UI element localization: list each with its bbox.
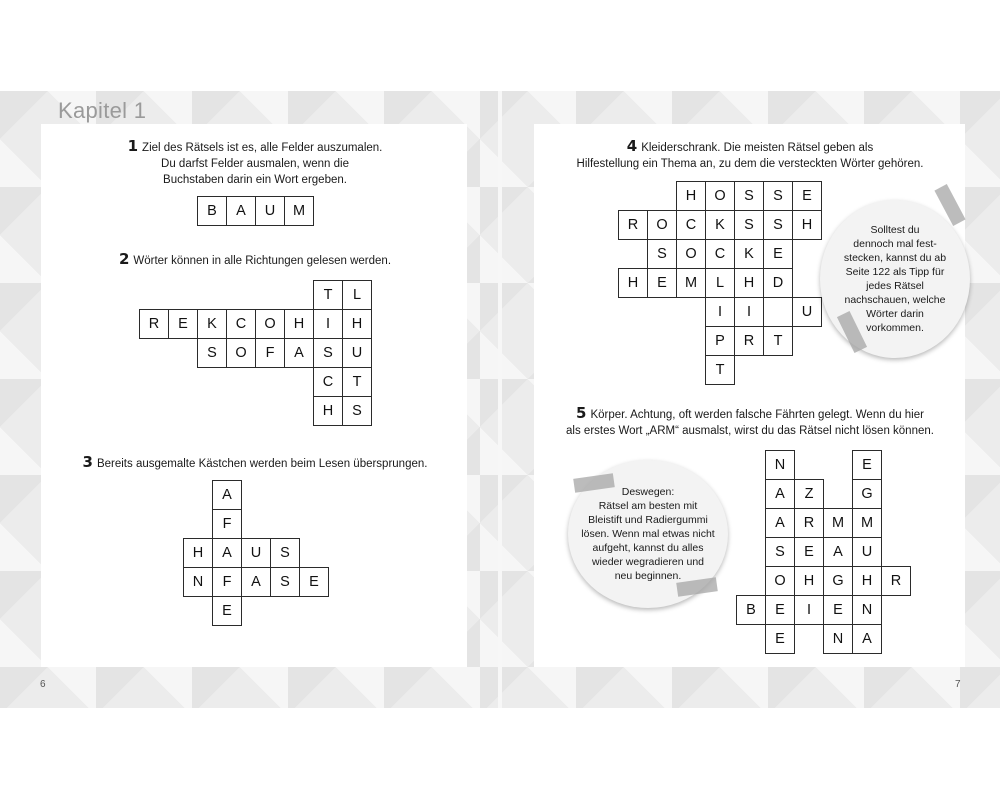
empty-space [168, 338, 197, 367]
empty-space [197, 367, 226, 396]
puzzle-5-cell[interactable]: E [852, 450, 882, 480]
puzzle-4-number: 4 [626, 137, 638, 155]
empty-space [226, 367, 255, 396]
puzzle-4-cell[interactable]: U [792, 297, 822, 327]
advice-note-line-4: lösen. Wenn mal etwas nicht [581, 528, 715, 540]
puzzle-3-cell[interactable]: F [212, 509, 242, 539]
puzzle-2-cell[interactable]: S [197, 338, 227, 368]
empty-space [284, 396, 313, 425]
puzzle-5-grid [736, 450, 910, 653]
empty-space [647, 355, 676, 384]
puzzle-4-cell[interactable]: S [734, 210, 764, 240]
advice-note-line-3: Bleistift und Radiergummi [588, 514, 708, 526]
puzzle-2-cell[interactable]: H [342, 309, 372, 339]
advice-note-line-6: wieder wegradieren und [591, 556, 705, 568]
puzzle-2-cell[interactable]: F [255, 338, 285, 368]
puzzle-4-cell[interactable]: S [763, 210, 793, 240]
puzzle-5-cell[interactable]: H [852, 566, 882, 596]
empty-space [241, 480, 270, 509]
puzzle-4-cell[interactable]: I [705, 297, 735, 327]
empty-space [255, 396, 284, 425]
empty-space [676, 297, 705, 326]
puzzle-4-line-2: Hilfestellung ein Thema an, zu dem die versteckten Wörter gehören. [576, 158, 924, 170]
puzzle-5-cell[interactable]: U [852, 537, 882, 567]
puzzle-5-cell[interactable]: G [852, 479, 882, 509]
puzzle-4-grid [618, 181, 821, 384]
empty-space [881, 508, 910, 537]
empty-space [270, 596, 299, 625]
empty-space [183, 509, 212, 538]
puzzle-2-cell[interactable]: H [284, 309, 314, 339]
puzzle-1-cell[interactable]: M [284, 196, 314, 226]
book-gutter [498, 91, 502, 708]
puzzle-5-cell[interactable]: E [765, 624, 795, 654]
empty-space [226, 280, 255, 309]
puzzle-4-cell[interactable]: O [705, 181, 735, 211]
puzzle-1-line-1: Ziel des Rätsels ist es, alle Felder auszumalen. [142, 142, 383, 154]
puzzle-5-number: 5 [576, 404, 587, 422]
empty-space [736, 624, 765, 653]
puzzle-2-cell[interactable]: L [342, 280, 372, 310]
empty-space [168, 280, 197, 309]
puzzle-5-cell[interactable]: N [765, 450, 795, 480]
empty-space [792, 239, 821, 268]
puzzle-2-cell[interactable]: O [226, 338, 256, 368]
puzzle-5-cell[interactable]: E [765, 595, 795, 625]
puzzle-5-cell[interactable]: H [794, 566, 824, 596]
puzzle-4-cell[interactable]: T [763, 326, 793, 356]
puzzle-4-cell[interactable]: E [792, 181, 822, 211]
empty-space [270, 480, 299, 509]
empty-space [676, 326, 705, 355]
puzzle-5-line-1: Körper. Achtung, oft werden falsche Fährten gelegt. Wenn du hier [590, 409, 924, 421]
puzzle-4-cell[interactable]: O [647, 210, 677, 240]
empty-space [299, 538, 328, 567]
puzzle-3-cell[interactable]: N [183, 567, 213, 597]
puzzle-4-line-1: Kleiderschrank. Die meisten Rätsel geben als [641, 142, 874, 154]
puzzle-5-cell[interactable]: Z [794, 479, 824, 509]
puzzle-4-cell[interactable]: L [705, 268, 735, 298]
empty-space [881, 479, 910, 508]
puzzle-4-cell[interactable]: K [734, 239, 764, 269]
puzzle-1-cell[interactable]: A [226, 196, 256, 226]
puzzle-5-cell[interactable]: S [765, 537, 795, 567]
puzzle-1-grid [197, 196, 313, 225]
empty-space [183, 480, 212, 509]
puzzle-4-cell[interactable]: P [705, 326, 735, 356]
puzzle-5-cell[interactable]: R [794, 508, 824, 538]
empty-space [168, 396, 197, 425]
empty-space [139, 280, 168, 309]
hint-note-line-6: nachschauen, welche [844, 294, 946, 306]
puzzle-2-cell[interactable]: C [313, 367, 343, 397]
empty-space [881, 624, 910, 653]
puzzle-4-cell[interactable]: S [734, 181, 764, 211]
puzzle-4-cell[interactable]: T [705, 355, 735, 385]
puzzle-1-number: 1 [127, 137, 139, 155]
empty-space [881, 537, 910, 566]
puzzle-5-cell[interactable]: R [881, 566, 911, 596]
puzzle-3-number: 3 [82, 453, 93, 471]
puzzle-2-cell[interactable]: E [168, 309, 198, 339]
puzzle-2-cell[interactable]: A [284, 338, 314, 368]
puzzle-3-cell[interactable]: A [241, 567, 271, 597]
puzzle-3-cell[interactable]: U [241, 538, 271, 568]
puzzle-2-cell[interactable]: T [313, 280, 343, 310]
puzzle-4-cell[interactable]: R [618, 210, 648, 240]
empty-space [618, 326, 647, 355]
puzzle-2-instructions [60, 251, 450, 269]
puzzle-2-cell[interactable]: H [313, 396, 343, 426]
puzzle-2-cell[interactable]: O [255, 309, 285, 339]
empty-space [647, 181, 676, 210]
empty-space [763, 355, 792, 384]
puzzle-4-cell[interactable]: I [734, 297, 764, 327]
puzzle-5-cell[interactable]: E [823, 595, 853, 625]
puzzle-4-cell[interactable]: O [676, 239, 706, 269]
empty-space [676, 355, 705, 384]
puzzle-2-cell[interactable]: U [342, 338, 372, 368]
empty-space [736, 479, 765, 508]
puzzle-2-cell[interactable]: K [197, 309, 227, 339]
empty-space [736, 566, 765, 595]
empty-space [823, 450, 852, 479]
empty-space [241, 596, 270, 625]
empty-space [255, 367, 284, 396]
empty-space [618, 297, 647, 326]
puzzle-4-cell[interactable]: E [763, 239, 793, 269]
empty-space [197, 396, 226, 425]
puzzle-4-cell[interactable]: M [676, 268, 706, 298]
puzzle-5-cell[interactable]: A [765, 479, 795, 509]
advice-note-line-1: Deswegen: [621, 486, 675, 498]
empty-space [299, 596, 328, 625]
hint-note-line-7: Wörter darin [866, 308, 924, 320]
empty-space [618, 239, 647, 268]
page-number-right: 7 [955, 679, 961, 690]
hint-note-line-5: jedes Rätsel [866, 280, 924, 292]
hint-note-line-4: Seite 122 als Tipp für [845, 266, 945, 278]
puzzle-1-cell[interactable]: U [255, 196, 285, 226]
puzzle-3-instructions [60, 454, 450, 472]
empty-space [270, 509, 299, 538]
puzzle-1-line-3: Buchstaben darin ein Wort ergeben. [163, 174, 347, 186]
empty-space [792, 355, 821, 384]
puzzle-5-cell[interactable]: O [765, 566, 795, 596]
puzzle-5-cell[interactable]: G [823, 566, 853, 596]
puzzle-4-cell[interactable]: R [734, 326, 764, 356]
puzzle-2-grid [139, 280, 371, 425]
empty-space [139, 367, 168, 396]
empty-space [794, 450, 823, 479]
puzzle-5-cell[interactable]: N [852, 595, 882, 625]
puzzle-4-cell[interactable]: S [647, 239, 677, 269]
puzzle-5-cell[interactable]: M [852, 508, 882, 538]
empty-space [734, 355, 763, 384]
puzzle-3-line-1: Bereits ausgemalte Kästchen werden beim Lesen übersprungen. [96, 458, 428, 470]
empty-space [881, 450, 910, 479]
empty-space [618, 181, 647, 210]
advice-note-line-5: aufgeht, kannst du alles [592, 542, 704, 554]
empty-space [241, 509, 270, 538]
empty-space [736, 537, 765, 566]
puzzle-3-cell[interactable]: E [299, 567, 329, 597]
empty-space [197, 280, 226, 309]
puzzle-1-line-2: Du darfst Felder ausmalen, wenn die [161, 158, 349, 170]
chapter-title: Kapitel 1 [58, 98, 147, 123]
puzzle-5-cell[interactable]: A [823, 537, 853, 567]
puzzle-5-instructions [540, 405, 960, 439]
empty-space [139, 338, 168, 367]
advice-note-line-7: neu beginnen. [614, 570, 682, 582]
puzzle-4-cell[interactable]: S [763, 181, 793, 211]
empty-space [299, 480, 328, 509]
puzzle-5-line-2: als erstes Wort „ARM“ ausmalst, wirst du das Rätsel nicht lösen können. [566, 425, 934, 437]
puzzle-2-cell[interactable]: T [342, 367, 372, 397]
puzzle-2-cell[interactable]: S [313, 338, 343, 368]
puzzle-3-cell[interactable]: F [212, 567, 242, 597]
hint-note-line-8: vorkommen. [866, 322, 924, 334]
puzzle-4-cell[interactable]: C [676, 210, 706, 240]
puzzle-2-line-1: Wörter können in alle Richtungen gelesen werden. [133, 255, 392, 267]
puzzle-2-cell[interactable]: S [342, 396, 372, 426]
empty-space [881, 595, 910, 624]
puzzle-4-cell[interactable]: H [676, 181, 706, 211]
empty-space [647, 297, 676, 326]
puzzle-3-cell[interactable]: E [212, 596, 242, 626]
empty-space [618, 355, 647, 384]
puzzle-4-cell[interactable]: E [647, 268, 677, 298]
empty-space [284, 280, 313, 309]
puzzle-5-cell[interactable]: N [823, 624, 853, 654]
hint-note-line-1: Solltest du [870, 224, 920, 236]
puzzle-4-cell[interactable]: C [705, 239, 735, 269]
empty-space [255, 280, 284, 309]
puzzle-3-grid [183, 480, 328, 625]
advice-note-line-2: Rätsel am besten mit [598, 500, 698, 512]
puzzle-5-cell[interactable]: A [765, 508, 795, 538]
empty-space [736, 450, 765, 479]
empty-space [139, 396, 168, 425]
hint-note-line-2: dennoch mal fest- [853, 238, 937, 250]
empty-space [183, 596, 212, 625]
puzzle-5-cell[interactable]: E [794, 537, 824, 567]
empty-space [647, 326, 676, 355]
puzzle-4-cell[interactable]: H [618, 268, 648, 298]
puzzle-3-cell[interactable]: A [212, 480, 242, 510]
puzzle-4-cell[interactable]: H [734, 268, 764, 298]
puzzle-5-cell[interactable]: I [794, 595, 824, 625]
empty-space [792, 268, 821, 297]
puzzle-4-cell[interactable]: D [763, 268, 793, 298]
hint-note-line-3: stecken, kannst du ab [843, 252, 947, 264]
puzzle-4-cell[interactable]: H [792, 210, 822, 240]
puzzle-5-cell[interactable]: A [852, 624, 882, 654]
puzzle-3-cell[interactable]: A [212, 538, 242, 568]
hint-note [820, 200, 970, 358]
empty-space [284, 367, 313, 396]
empty-space [736, 508, 765, 537]
puzzle-1-cell[interactable]: B [197, 196, 227, 226]
puzzle-4-cell[interactable]: K [705, 210, 735, 240]
puzzle-4-instructions [540, 138, 960, 172]
empty-space [792, 326, 821, 355]
empty-space [168, 367, 197, 396]
puzzle-1-instructions [60, 138, 450, 188]
empty-space [226, 396, 255, 425]
puzzle-3-cell[interactable]: S [270, 538, 300, 568]
puzzle-3-cell[interactable]: S [270, 567, 300, 597]
empty-space [299, 509, 328, 538]
puzzle-5-cell[interactable]: M [823, 508, 853, 538]
empty-space [823, 479, 852, 508]
puzzle-2-cell[interactable]: R [139, 309, 169, 339]
page-number-left: 6 [40, 679, 46, 690]
puzzle-2-cell[interactable]: I [313, 309, 343, 339]
puzzle-2-number: 2 [118, 250, 130, 268]
empty-space [794, 624, 823, 653]
puzzle-2-cell[interactable]: C [226, 309, 256, 339]
puzzle-5-cell[interactable]: B [736, 595, 766, 625]
empty-space [763, 297, 792, 326]
puzzle-3-cell[interactable]: H [183, 538, 213, 568]
